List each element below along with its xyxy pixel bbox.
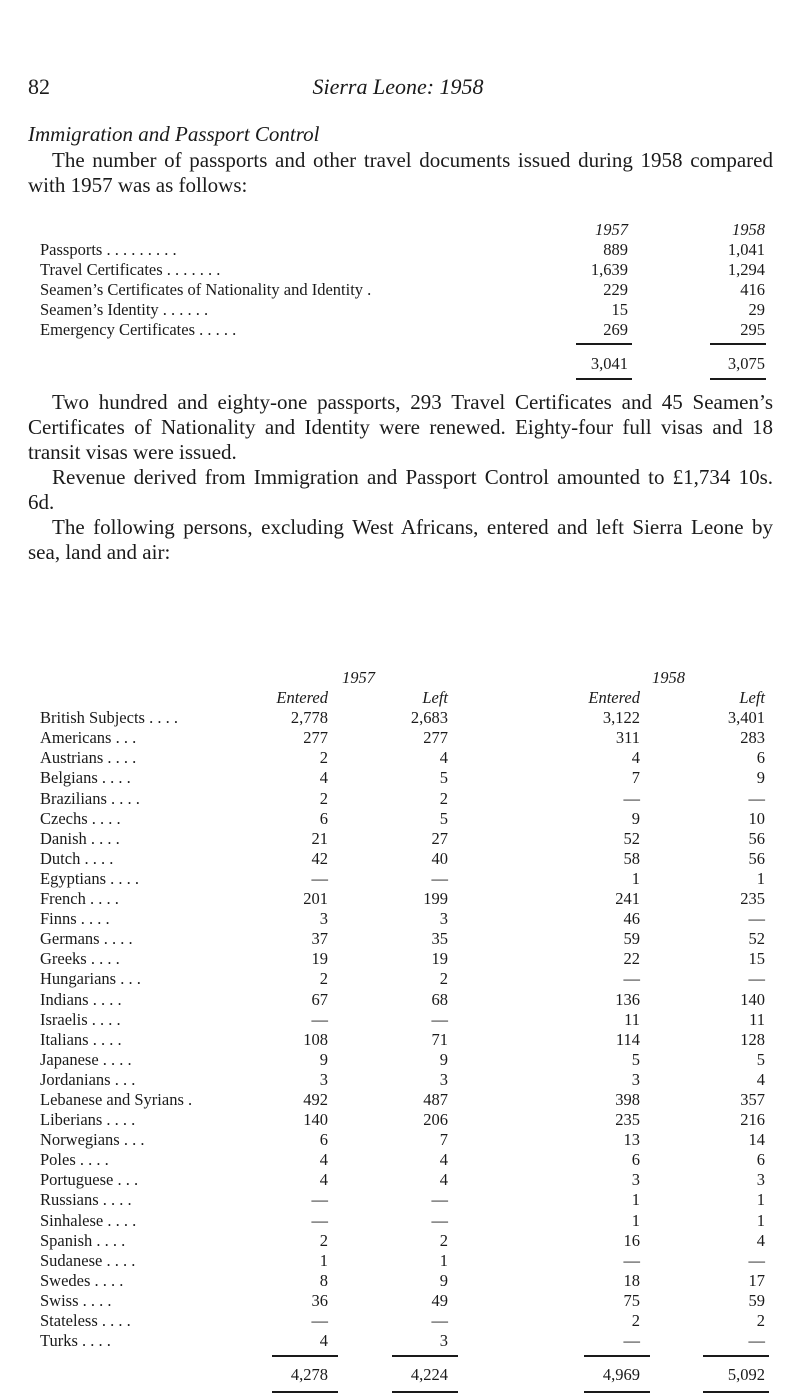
nationality: Americans . . .: [40, 728, 137, 748]
nationality: Liberians . . . .: [40, 1110, 136, 1130]
entered-1958: —: [623, 1331, 640, 1351]
movement-row: [40, 1311, 765, 1331]
nationality: Japanese . . . .: [40, 1049, 132, 1069]
left-1958: 3,401: [727, 708, 765, 728]
entered-1958: 75: [623, 1290, 640, 1310]
movement-row: [40, 728, 765, 748]
nationality: Stateless . . . .: [40, 1311, 131, 1330]
value-1957: 229: [603, 280, 628, 299]
left-1957: —: [431, 1009, 448, 1029]
entered-1958: 58: [623, 848, 640, 868]
entered-1957: 3: [319, 909, 328, 929]
left-1958: 52: [748, 929, 765, 949]
left-1957: 487: [423, 1089, 448, 1109]
left-1958: —: [748, 969, 765, 989]
entered-1958: 114: [615, 1029, 640, 1049]
movement-row: [40, 1150, 765, 1170]
nationality: Czechs . . . .: [40, 808, 121, 828]
left-1958: 235: [740, 889, 765, 909]
nationality: Hungarians . . .: [40, 969, 141, 989]
movement-row: [40, 829, 765, 849]
document-type: Travel Certificates . . . . . . .: [40, 260, 221, 279]
movement-row: [40, 748, 765, 768]
movement-row: [40, 1130, 765, 1150]
nationality: Swedes . . . .: [40, 1270, 124, 1290]
page-header: [28, 74, 768, 104]
nationality: Brazilians . . . .: [40, 788, 140, 808]
nationality: Austrians . . . .: [40, 748, 137, 768]
entered-1958: 16: [623, 1230, 640, 1250]
entered-1957: 2,778: [290, 708, 328, 728]
left-1957: 5: [439, 808, 448, 828]
movement-row: [40, 1291, 765, 1311]
value-1958: 295: [740, 320, 765, 339]
document-type: Seamen’s Certificates of Nationality and Identity .: [40, 280, 372, 299]
entered-1957: 1: [319, 1250, 328, 1270]
paragraph-renewals: Two hundred and eighty-one passports, 293 Travel Certificates and 45 Seamen’s Certificates of Nationality and Identity were renewed. Eighty-four full visas and 18 transit visas were issued.: [28, 390, 773, 464]
entered-1958: 7: [631, 768, 640, 788]
running-title-text: Sierra Leone:: [312, 74, 435, 99]
entered-1957: 6: [319, 1130, 328, 1150]
col-1957-header: 1957: [595, 220, 628, 239]
movement-row: [40, 1271, 765, 1291]
entered-1958: 46: [623, 909, 640, 929]
rule-1957: [576, 343, 632, 345]
total-l58: 5,092: [727, 1365, 765, 1385]
nationality: French . . . .: [40, 889, 119, 909]
left-1958: 140: [740, 989, 765, 1009]
left-1958: 6: [756, 1150, 765, 1170]
entered-1957: 36: [311, 1290, 328, 1310]
movement-row: [40, 909, 765, 929]
nationality: British Subjects . . . .: [40, 708, 178, 728]
entered-1957: 140: [303, 1110, 328, 1130]
rule-1957-bottom: [576, 378, 632, 380]
left-1958-header: Left: [739, 688, 765, 708]
left-1958: 56: [748, 848, 765, 868]
movement-row: [40, 990, 765, 1010]
rule-1958: [710, 343, 766, 345]
movement-row: [40, 1010, 765, 1030]
movement-row: [40, 869, 765, 889]
entered-1958: 59: [623, 929, 640, 949]
value-1958: 416: [740, 280, 765, 299]
left-1957: 277: [423, 728, 448, 748]
entered-1958: 241: [615, 889, 640, 909]
total-l57: 4,224: [410, 1365, 448, 1385]
movement-row: [40, 1050, 765, 1070]
nationality: Russians . . . .: [40, 1190, 132, 1210]
entered-1957: 2: [319, 748, 328, 768]
nationality: Germans . . . .: [40, 929, 133, 949]
documents-table: [40, 220, 765, 374]
nationality: Sinhalese . . . .: [40, 1210, 137, 1230]
document-type: Passports . . . . . . . . .: [40, 240, 177, 259]
value-1958: 1,041: [727, 240, 765, 259]
nationality: Swiss . . . .: [40, 1290, 112, 1310]
entered-1957: 108: [303, 1029, 328, 1049]
left-1957: 2,683: [410, 708, 448, 728]
entered-1958: 9: [631, 808, 640, 828]
left-1958: 3: [756, 1170, 765, 1190]
movement-year-row: [40, 668, 765, 688]
left-1958: —: [748, 909, 765, 929]
entered-1958: 3,122: [602, 708, 640, 728]
entered-1957: 2: [319, 788, 328, 808]
intro-paragraph: [28, 148, 773, 198]
documents-row: [40, 300, 765, 320]
nationality: Egyptians . . . .: [40, 868, 139, 888]
left-1958: 5: [756, 1049, 765, 1069]
entered-1957: 277: [303, 728, 328, 748]
entered-1958: 13: [623, 1130, 640, 1150]
movement-row: [40, 1331, 765, 1351]
nationality: Jordanians . . .: [40, 1069, 136, 1089]
left-1958: 6: [756, 748, 765, 768]
entered-1957: 9: [319, 1049, 328, 1069]
movement-table: [40, 668, 765, 1385]
left-1958: 283: [740, 728, 765, 748]
entered-1957: 19: [311, 949, 328, 969]
left-1958: 4: [756, 1230, 765, 1250]
left-1958: 1: [756, 868, 765, 888]
left-1958: 1: [756, 1210, 765, 1230]
nationality: Indians . . . .: [40, 989, 122, 1009]
left-1957: 2: [439, 969, 448, 989]
entered-1958: —: [623, 969, 640, 989]
left-1958: —: [748, 1331, 765, 1351]
body-paragraphs: [28, 390, 773, 565]
left-1957: 19: [431, 949, 448, 969]
entered-1957: 2: [319, 969, 328, 989]
document-type: Seamen’s Identity . . . . . .: [40, 300, 209, 319]
entered-1958: 3: [631, 1170, 640, 1190]
entered-1958: 52: [623, 828, 640, 848]
movement-row: [40, 1251, 765, 1271]
entered-1957: 37: [311, 929, 328, 949]
entered-1958: 4: [631, 748, 640, 768]
movement-row: [40, 1030, 765, 1050]
left-1958: —: [748, 1250, 765, 1270]
documents-total-row: [40, 354, 765, 374]
page-number: 82: [28, 74, 50, 99]
nationality: Lebanese and Syrians .: [40, 1089, 193, 1109]
movement-row: [40, 1190, 765, 1210]
left-1958: —: [748, 788, 765, 808]
entered-1958: 235: [615, 1110, 640, 1130]
entered-1957: —: [311, 1210, 328, 1230]
entered-1957: 6: [319, 808, 328, 828]
entered-1958: 1: [631, 868, 640, 888]
left-1958: 128: [740, 1029, 765, 1049]
movement-row: [40, 768, 765, 788]
movement-row: [40, 849, 765, 869]
movement-row: [40, 809, 765, 829]
movement-row: [40, 969, 765, 989]
value-1958: 29: [748, 300, 765, 319]
nationality: Danish . . . .: [40, 828, 120, 848]
total-e58: 4,969: [602, 1365, 640, 1385]
nationality: Israelis . . . .: [40, 1009, 121, 1029]
paragraph-revenue: Revenue derived from Immigration and Passport Control amounted to £1,734 10s. 6d.: [28, 465, 773, 514]
left-1957: 71: [431, 1029, 448, 1049]
entered-1957-header: Entered: [276, 688, 328, 708]
entered-1957: —: [311, 1311, 328, 1330]
entered-1957: —: [311, 1009, 328, 1029]
left-1957: —: [431, 868, 448, 888]
entered-1958: 1: [631, 1210, 640, 1230]
left-1957: 49: [431, 1290, 448, 1310]
left-1957: 5: [439, 768, 448, 788]
movement-row: [40, 789, 765, 809]
value-1957: 15: [611, 300, 628, 319]
left-1958: 56: [748, 828, 765, 848]
entered-1957: 4: [319, 768, 328, 788]
left-1958: 14: [748, 1130, 765, 1150]
entered-1958: 1: [631, 1190, 640, 1210]
left-1957: 3: [439, 909, 448, 929]
nationality: Poles . . . .: [40, 1150, 109, 1170]
entered-1958: 5: [631, 1049, 640, 1069]
entered-1958: 3: [631, 1069, 640, 1089]
left-1958: 4: [756, 1069, 765, 1089]
left-1957: —: [431, 1311, 448, 1330]
rule-e58: [584, 1355, 650, 1357]
entered-1957: 4: [319, 1150, 328, 1170]
movement-row: [40, 1110, 765, 1130]
entered-1958: —: [623, 1250, 640, 1270]
left-1957: 206: [423, 1110, 448, 1130]
entered-1958: 2: [631, 1311, 640, 1330]
movement-total-row: [40, 1365, 765, 1385]
nationality: Greeks . . . .: [40, 949, 120, 969]
movement-row: [40, 1211, 765, 1231]
entered-1958: 398: [615, 1089, 640, 1109]
left-1957: 2: [439, 1230, 448, 1250]
left-1957: —: [431, 1210, 448, 1230]
intro-text: The number of passports and other travel documents issued during 1958 compared with 1957 was as follows:: [28, 148, 773, 197]
movement-row: [40, 889, 765, 909]
entered-1957: 201: [303, 889, 328, 909]
left-1957: 68: [431, 989, 448, 1009]
left-1958: 216: [740, 1110, 765, 1130]
left-1957: 9: [439, 1270, 448, 1290]
rule-e57: [272, 1355, 338, 1357]
entered-1958: 18: [623, 1270, 640, 1290]
movement-row: [40, 1170, 765, 1190]
left-1957: 2: [439, 788, 448, 808]
entered-1957: 3: [319, 1069, 328, 1089]
entered-1958: 311: [615, 728, 640, 748]
left-1958: 1: [756, 1190, 765, 1210]
nationality: Italians . . . .: [40, 1029, 122, 1049]
nationality: Portuguese . . .: [40, 1170, 139, 1190]
entered-1957: —: [311, 868, 328, 888]
movement-subheader-row: [40, 688, 765, 708]
value-1957: 269: [603, 320, 628, 339]
entered-1957: 2: [319, 1230, 328, 1250]
left-1957: 4: [439, 1150, 448, 1170]
running-title-year: 1958: [439, 74, 484, 99]
left-1957: 7: [439, 1130, 448, 1150]
nationality: Dutch . . . .: [40, 848, 114, 868]
left-1958: 2: [756, 1311, 765, 1330]
value-1957: 1,639: [590, 260, 628, 279]
section-title: Immigration and Passport Control: [28, 122, 320, 146]
left-1958: 15: [748, 949, 765, 969]
left-1957: 199: [423, 889, 448, 909]
rule-1958-bottom: [710, 378, 766, 380]
entered-1957: 4: [319, 1331, 328, 1351]
nationality: Belgians . . . .: [40, 768, 131, 788]
movement-row: [40, 708, 765, 728]
value-1958: 1,294: [727, 260, 765, 279]
nationality: Norwegians . . .: [40, 1130, 145, 1150]
movement-rows: [40, 708, 765, 1351]
documents-row: [40, 280, 765, 300]
entered-1958: 6: [631, 1150, 640, 1170]
left-1957: 27: [431, 828, 448, 848]
year-1958-header: 1958: [652, 668, 685, 687]
left-1957: 40: [431, 848, 448, 868]
entered-1957: 8: [319, 1270, 328, 1290]
left-1957: 1: [439, 1250, 448, 1270]
documents-row: [40, 320, 765, 340]
entered-1957: 21: [311, 828, 328, 848]
left-1958: 9: [756, 768, 765, 788]
rule-l58: [703, 1355, 769, 1357]
document-type: Emergency Certificates . . . . .: [40, 320, 237, 339]
paragraph-movements: The following persons, excluding West Africans, entered and left Sierra Leone by sea, land and air:: [28, 515, 773, 564]
left-1957: 4: [439, 748, 448, 768]
documents-rows: [40, 240, 765, 340]
left-1957-header: Left: [422, 688, 448, 708]
nationality: Finns . . . .: [40, 909, 110, 929]
entered-1957: 492: [303, 1089, 328, 1109]
left-1957: 9: [439, 1049, 448, 1069]
nationality: Sudanese . . . .: [40, 1250, 136, 1270]
left-1957: 4: [439, 1170, 448, 1190]
movement-row: [40, 1231, 765, 1251]
nationality: Spanish . . . .: [40, 1230, 126, 1250]
entered-1957: 67: [311, 989, 328, 1009]
total-1958: 3,075: [727, 354, 765, 373]
documents-header-row: [40, 220, 765, 240]
total-e57: 4,278: [290, 1365, 328, 1385]
rule-l57: [392, 1355, 458, 1357]
left-1957: 3: [439, 1069, 448, 1089]
nationality: Turks . . . .: [40, 1331, 111, 1351]
entered-1957: 4: [319, 1170, 328, 1190]
left-1958: 17: [748, 1270, 765, 1290]
movement-row: [40, 949, 765, 969]
year-1957-header: 1957: [342, 668, 375, 687]
entered-1958: —: [623, 788, 640, 808]
left-1958: 11: [749, 1009, 765, 1029]
left-1958: 59: [748, 1290, 765, 1310]
left-1958: 357: [740, 1089, 765, 1109]
left-1958: 10: [748, 808, 765, 828]
entered-1958: 22: [623, 949, 640, 969]
left-1957: 3: [439, 1331, 448, 1351]
movement-row: [40, 1070, 765, 1090]
col-1958-header: 1958: [732, 220, 765, 239]
total-1957: 3,041: [590, 354, 628, 373]
documents-row: [40, 260, 765, 280]
entered-1958: 136: [615, 989, 640, 1009]
left-1957: —: [431, 1190, 448, 1210]
entered-1957: 42: [311, 848, 328, 868]
documents-row: [40, 240, 765, 260]
left-1957: 35: [431, 929, 448, 949]
entered-1958: 11: [624, 1009, 640, 1029]
entered-1957: —: [311, 1190, 328, 1210]
value-1957: 889: [603, 240, 628, 259]
running-title: [28, 74, 768, 100]
movement-row: [40, 1090, 765, 1110]
entered-1958-header: Entered: [588, 688, 640, 708]
movement-row: [40, 929, 765, 949]
